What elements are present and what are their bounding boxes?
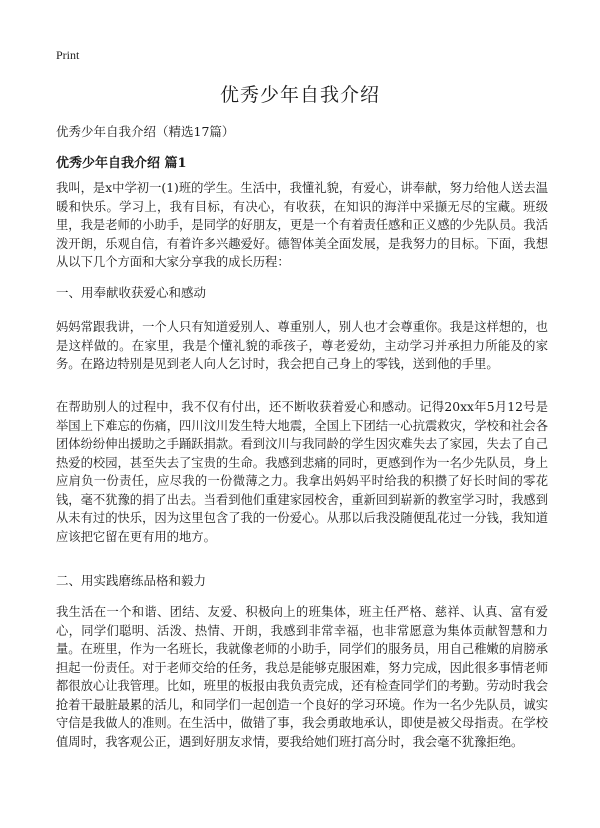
article-title: 优秀少年自我介绍 篇1 — [56, 156, 187, 171]
paragraph-intro: 我叫，是x中学初一(1)班的学生。生活中，我懂礼貌，有爱心，讲奉献，努力给他人送去温暖和快乐。学习上，我有目标，有决心，有收获，在知识的海洋中采撷无尽的宝藏。班级里，我是老师的小助手，是同学的好朋友，更是一个有着责任感和正义感的少先队员。我活泼开朗，乐观自信，有着许多兴趣爱好。德智体美全面发展，是我努力的目标。下面，我想从以下几个方面和大家分享我的成长历程： — [56, 181, 548, 269]
page-title: 优秀少年自我介绍 — [219, 84, 380, 106]
paragraph-4: 我生活在一个和谐、团结、友爱、积极向上的班集体，班主任严格、慈祥、认真、富有爱心，同学们聪明、活泼、热情、开朗，我感到非常幸福，也非常愿意为集体贡献智慧和力量。在班里，作为一名班长，我就像老师的小助手，同学们的服务员，用自己稚嫩的肩膀承担起一份责任。对于老师交给的任务，我总是能够克服困难，努力完成，因此很多事情老师都很放心让我管理。比如，班里的板报由我负责完成，还有检查同学们的考勤。劳动时我会抢着干最脏最累的活儿，和同学们一起创造一个良好的学习环境。作为一名少先队员，诚实守信是我做人的准则。在生活中，做错了事，我会勇敢地承认，即使是被父母指责。在学校值周时，我客观公正，遇到好朋友求情，要我给她们班打高分时，我会毫不犹豫拒绝。 — [56, 605, 548, 749]
paragraph-3: 在帮助别人的过程中，我不仅有付出，还不断收获着爱心和感动。记得20xx年5月12号是举国上下难忘的伤痛，四川汶川发生特大地震，全国上下团结一心抗震救灾，学校和社会各团体纷纷伸出援助之手踊跃捐款。看到汶川与我同龄的学生因灾难失去了家园，失去了自己热爱的校园，甚至失去了宝贵的生命。我感到悲痛的同时，更感到作为一名少先队员，身上应肩负一份责任，应尽我的一份微薄之力。我拿出妈妈平时给我的积攒了好长时间的零花钱，毫不犹豫的捐了出去。当看到他们重建家园校舍，重新回到崭新的教室学习时，我感到从未有过的快乐，因为这里包含了我的一份爱心。从那以后我没随便乱花过一分钱，我知道应该把它留在更有用的地方。 — [56, 400, 548, 544]
document-subtitle: 优秀少年自我介绍（精选17篇） — [56, 124, 235, 139]
paragraph-2-block — [56, 318, 548, 374]
section-heading-2-block — [56, 572, 548, 590]
section-heading-1: 一、用奉献收获爱心和感动 — [56, 285, 207, 300]
section-heading-1-block — [56, 284, 548, 302]
print-label: Print — [56, 48, 80, 62]
paragraph-3-block — [56, 398, 548, 546]
paragraph-4-block — [56, 603, 548, 751]
paragraph-intro-block — [56, 179, 548, 272]
paragraph-2: 妈妈常跟我讲，一个人只有知道爱别人、尊重别人，别人也才会尊重你。我是这样想的，也是这样做的。在家里，我是个懂礼貌的乖孩子，尊老爱幼，主动学习并承担力所能及的家务。在路边特别是见到老人向人乞讨时，我会把自己身上的零钱，送到他的手里。 — [56, 320, 548, 371]
section-heading-2: 二、用实践磨练品格和毅力 — [56, 573, 207, 588]
